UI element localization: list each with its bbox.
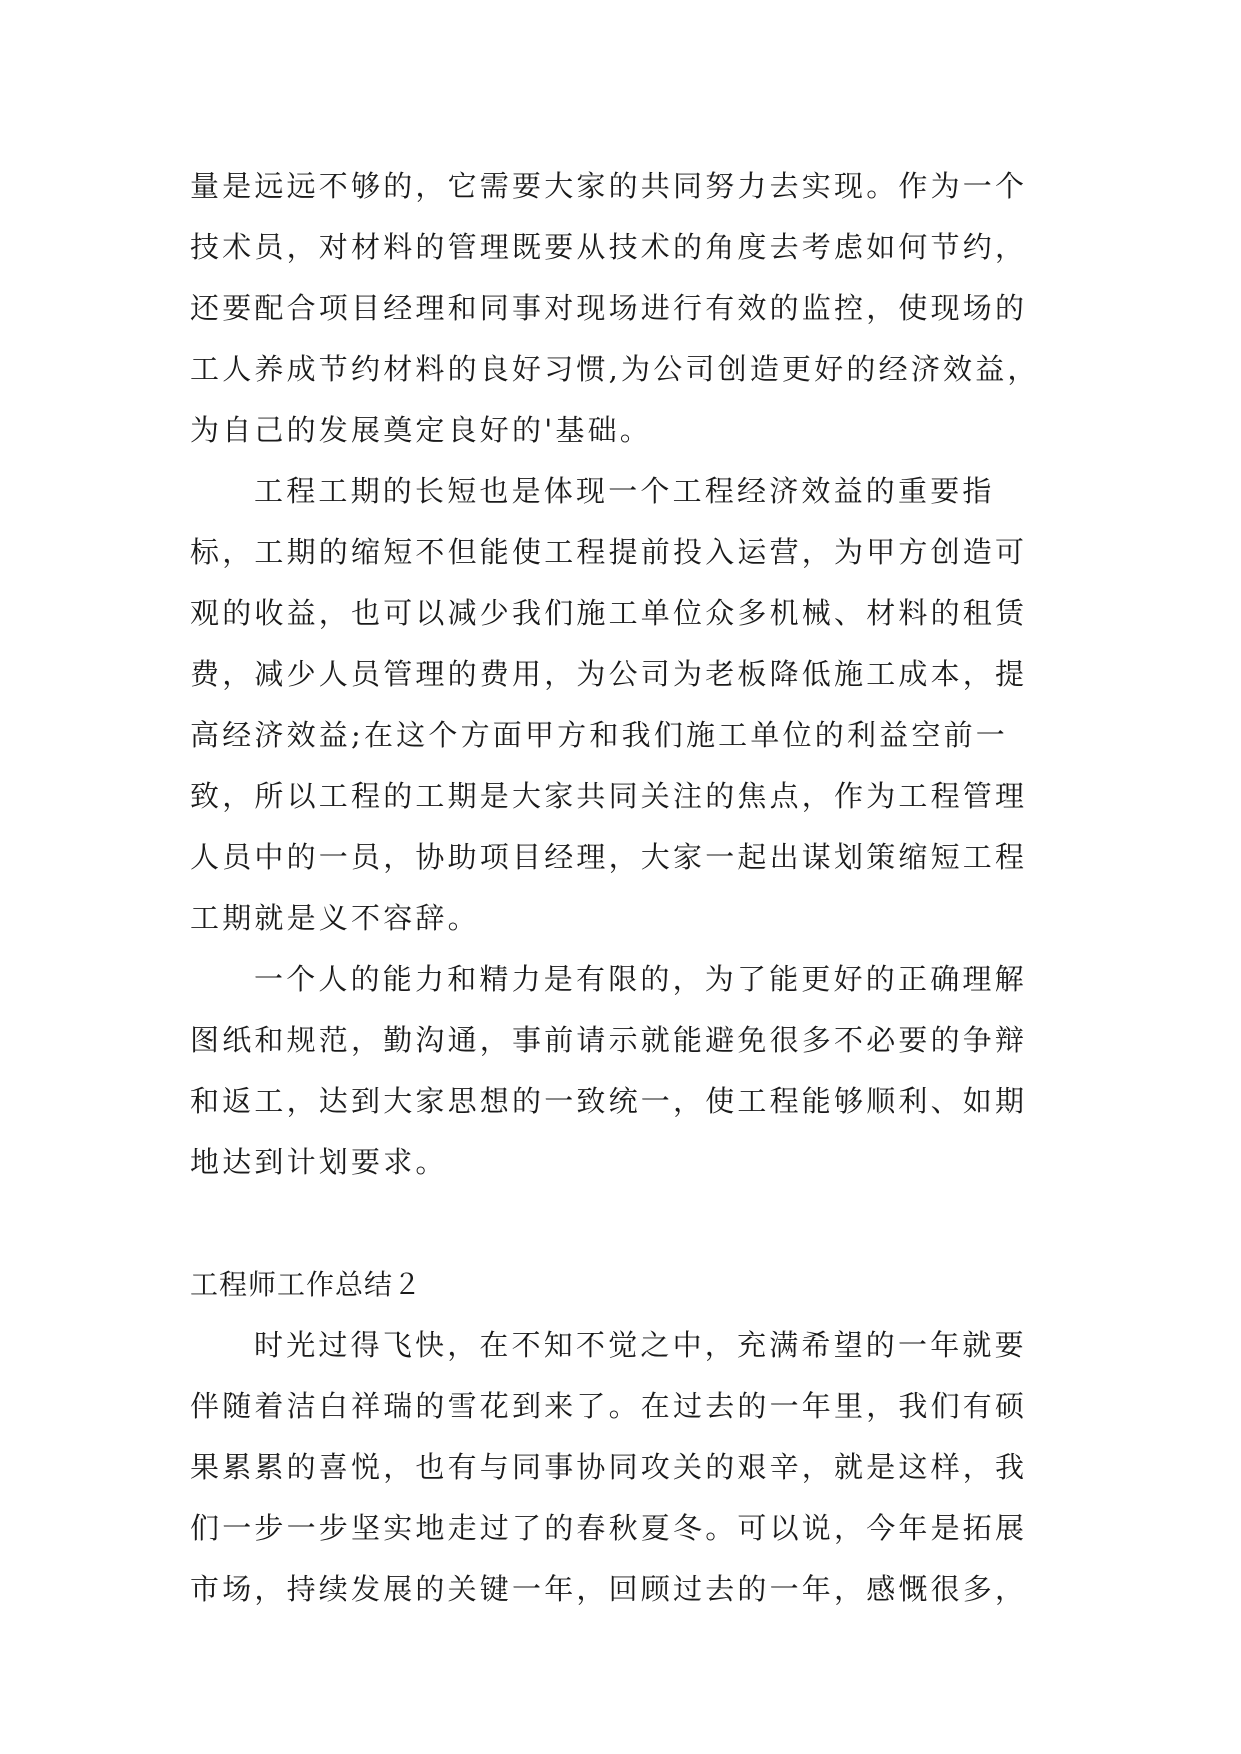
paragraph-annual-summary xyxy=(190,1315,1050,1620)
text-line: 图纸和规范，勤沟通，事前请示就能避免很多不必要的争辩 xyxy=(190,1023,1028,1057)
text-line: 和返工，达到大家思想的一致统一，使工程能够顺利、如期 xyxy=(190,1084,1028,1118)
text-line: 致，所以工程的工期是大家共同关注的焦点，作为工程管理 xyxy=(190,779,1028,813)
text-line: 工程工期的长短也是体现一个工程经济效益的重要指 xyxy=(254,474,995,508)
text-line: 时光过得飞快，在不知不觉之中，充满希望的一年就要 xyxy=(254,1328,1027,1362)
document-body xyxy=(190,156,1050,1620)
text-line: 一个人的能力和精力是有限的，为了能更好的正确理解 xyxy=(254,962,1027,996)
text-line: 观的收益，也可以减少我们施工单位众多机械、材料的租赁 xyxy=(190,596,1028,630)
text-line: 伴随着洁白祥瑞的雪花到来了。在过去的一年里，我们有硕 xyxy=(190,1389,1028,1423)
text-line: 高经济效益;在这个方面甲方和我们施工单位的利益空前一 xyxy=(190,718,1008,752)
paragraph-material-management xyxy=(190,156,1050,461)
text-line: 工人养成节约材料的良好习惯,为公司创造更好的经济效益， xyxy=(190,352,1040,386)
text-line: 果累累的喜悦，也有与同事协同攻关的艰辛，就是这样，我 xyxy=(190,1450,1028,1484)
paragraph-project-schedule xyxy=(190,461,1050,949)
text-line: 技术员，对材料的管理既要从技术的角度去考虑如何节约， xyxy=(190,230,1028,264)
text-line: 市场，持续发展的关键一年，回顾过去的一年，感慨很多， xyxy=(190,1572,1028,1606)
text-line: 人员中的一员，协助项目经理，大家一起出谋划策缩短工程 xyxy=(190,840,1028,874)
text-line: 地达到计划要求。 xyxy=(190,1145,448,1179)
text-line: 量是远远不够的，它需要大家的共同努力去实现。作为一个 xyxy=(190,169,1028,203)
text-line: 费，减少人员管理的费用，为公司为老板降低施工成本，提 xyxy=(190,657,1028,691)
section-title: 工程师工作总结２ xyxy=(190,1268,423,1301)
paragraph-spacer xyxy=(190,1193,1050,1254)
text-line: 工期就是义不容辞。 xyxy=(190,901,480,935)
text-line: 还要配合项目经理和同事对现场进行有效的监控，使现场的 xyxy=(190,291,1028,325)
text-line: 们一步一步坚实地走过了的春秋夏冬。可以说，今年是拓展 xyxy=(190,1511,1028,1545)
paragraph-communication xyxy=(190,949,1050,1193)
text-line: 标，工期的缩短不但能使工程提前投入运营，为甲方创造可 xyxy=(190,535,1028,569)
text-line: 为自己的发展奠定良好的'基础。 xyxy=(190,413,652,447)
